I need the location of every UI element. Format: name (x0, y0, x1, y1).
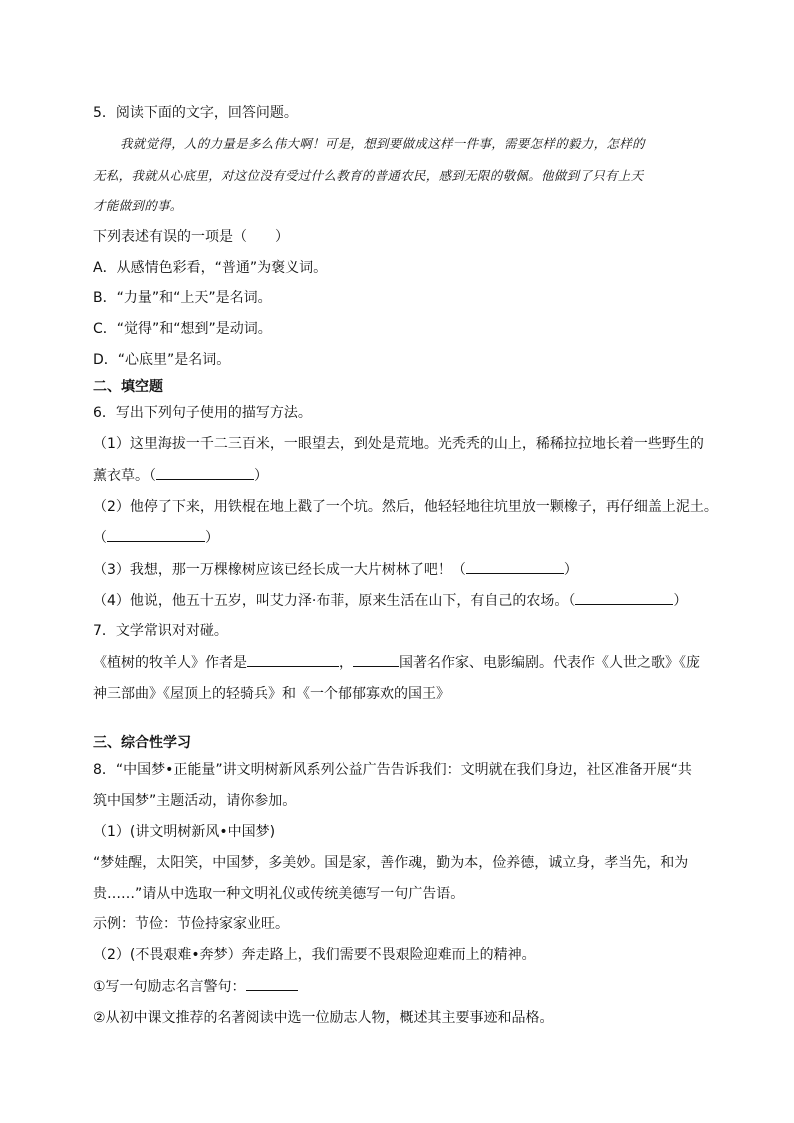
q7-author-blank[interactable] (247, 652, 339, 667)
q6-answer-blank-2[interactable] (107, 527, 205, 542)
q6-item-2-line-2 (93, 527, 219, 548)
q6-answer-blank-4[interactable] (575, 590, 673, 605)
q6-item-4-text: （4）他说，他五十五岁，叫艾力泽·布菲，原来生活在山下，有自己的农场。（ (93, 593, 576, 609)
q7-line-1-rest: 国著名作家、电影编剧。代表作《人世之歌》《庞 (399, 655, 700, 671)
q6-item-3-text: （3）我想，那一万棵橡树应该已经长成一大片树林了吧！（ (93, 562, 466, 578)
q7-line-1 (93, 652, 700, 673)
q7-line-1-text: 《植树的牧羊人》作者是 (93, 655, 247, 671)
q7-comma: ， (339, 655, 353, 671)
q6-item-3 (93, 559, 578, 580)
q5-option-a[interactable]: A．从感情色彩看，“普通”为褒义词。 (93, 260, 328, 276)
q6-item-4 (93, 590, 687, 611)
q5-option-c[interactable]: C．“觉得”和“想到”是动词。 (93, 321, 272, 337)
q5-passage-line-3: 才能做到的事。 (93, 198, 183, 213)
q6-title: 6．写出下列句子使用的描写方法。 (93, 405, 312, 421)
q8-sub2-item-2: ②从初中课文推荐的名著阅读中选一位励志人物，概述其主要事迹和品格。 (93, 1010, 554, 1026)
q6-item-2-text: （ (93, 530, 107, 546)
q8-sub2-title: （2）(不畏艰难•奔梦）奔走路上，我们需要不畏艰险迎难而上的精神。 (93, 947, 536, 963)
q6-close-paren: ） (673, 593, 688, 609)
q6-close-paren: ） (205, 530, 219, 546)
q6-close-paren: ） (563, 562, 578, 578)
q5-passage-line-1: 我就觉得，人的力量是多么伟大啊！可是，想到要做成这样一件事，需要怎样的毅力，怎样的 (120, 136, 645, 151)
q8-sub2-item-1 (93, 976, 298, 997)
q6-item-2-line-1: （2）他停了下来，用铁棍在地上戳了一个坑。然后，他轻轻地往坑里放一颗橡子，再仔细盖上泥土。 (93, 499, 718, 515)
q5-option-d[interactable]: D．“心底里”是名词。 (93, 352, 231, 368)
q6-item-1-line-1: （1）这里海拔一千二三百米，一眼望去，到处是荒地。光秃秃的山上，稀稀拉拉地长着一些野生的 (93, 436, 704, 452)
q8-intro-line-2: 筑中国梦”主题活动，请你参加。 (93, 793, 297, 809)
q5-question: 下列表述有误的一项是（ ） (93, 229, 289, 245)
q8-sub1-title: （1）(讲文明树新风•中国梦) (93, 824, 276, 840)
q5-option-b[interactable]: B．“力量”和“上天”是名词。 (93, 290, 272, 306)
q6-close-paren: ） (254, 468, 268, 484)
q8-sub2-item-1-text: ①写一句励志名言警句： (93, 979, 246, 995)
q5-title: 5．阅读下面的文字，回答问题。 (93, 105, 298, 121)
section-heading-fill-blank: 二、填空题 (93, 379, 163, 395)
q6-answer-blank-1[interactable] (156, 465, 254, 480)
q8-example: 示例：节俭：节俭持家家业旺。 (93, 916, 289, 932)
q7-line-2: 神三部曲》《屋顶上的轻骑兵》和《一个郁郁寡欢的国王》 (93, 686, 450, 702)
q8-quote-blank[interactable] (246, 976, 298, 991)
q8-sub1-text-line-1: “梦娃醒，太阳笑，中国梦，多美妙。国是家，善作魂，勤为本，俭养德，诚立身，孝当先，和为 (93, 855, 689, 871)
q5-passage-line-2: 无私，我就从心底里，对这位没有受过什么教育的普通农民，感到无限的敬佩。他做到了只有上天 (93, 168, 644, 183)
section-heading-comprehensive: 三、综合性学习 (93, 735, 191, 751)
q7-country-blank[interactable] (353, 652, 399, 667)
q6-item-1-text: 薰衣草。（ (93, 468, 156, 484)
q8-intro-line-1: 8．“中国梦•正能量”讲文明树新风系列公益广告告诉我们：文明就在我们身边，社区准备开展“共 (93, 762, 692, 778)
q7-title: 7．文学常识对对碰。 (93, 623, 228, 639)
q6-answer-blank-3[interactable] (466, 559, 564, 574)
q6-item-1-line-2 (93, 465, 268, 486)
q8-sub1-text-line-2: 贵……”请从中选取一种文明礼仪或传统美德写一句广告语。 (93, 886, 465, 902)
